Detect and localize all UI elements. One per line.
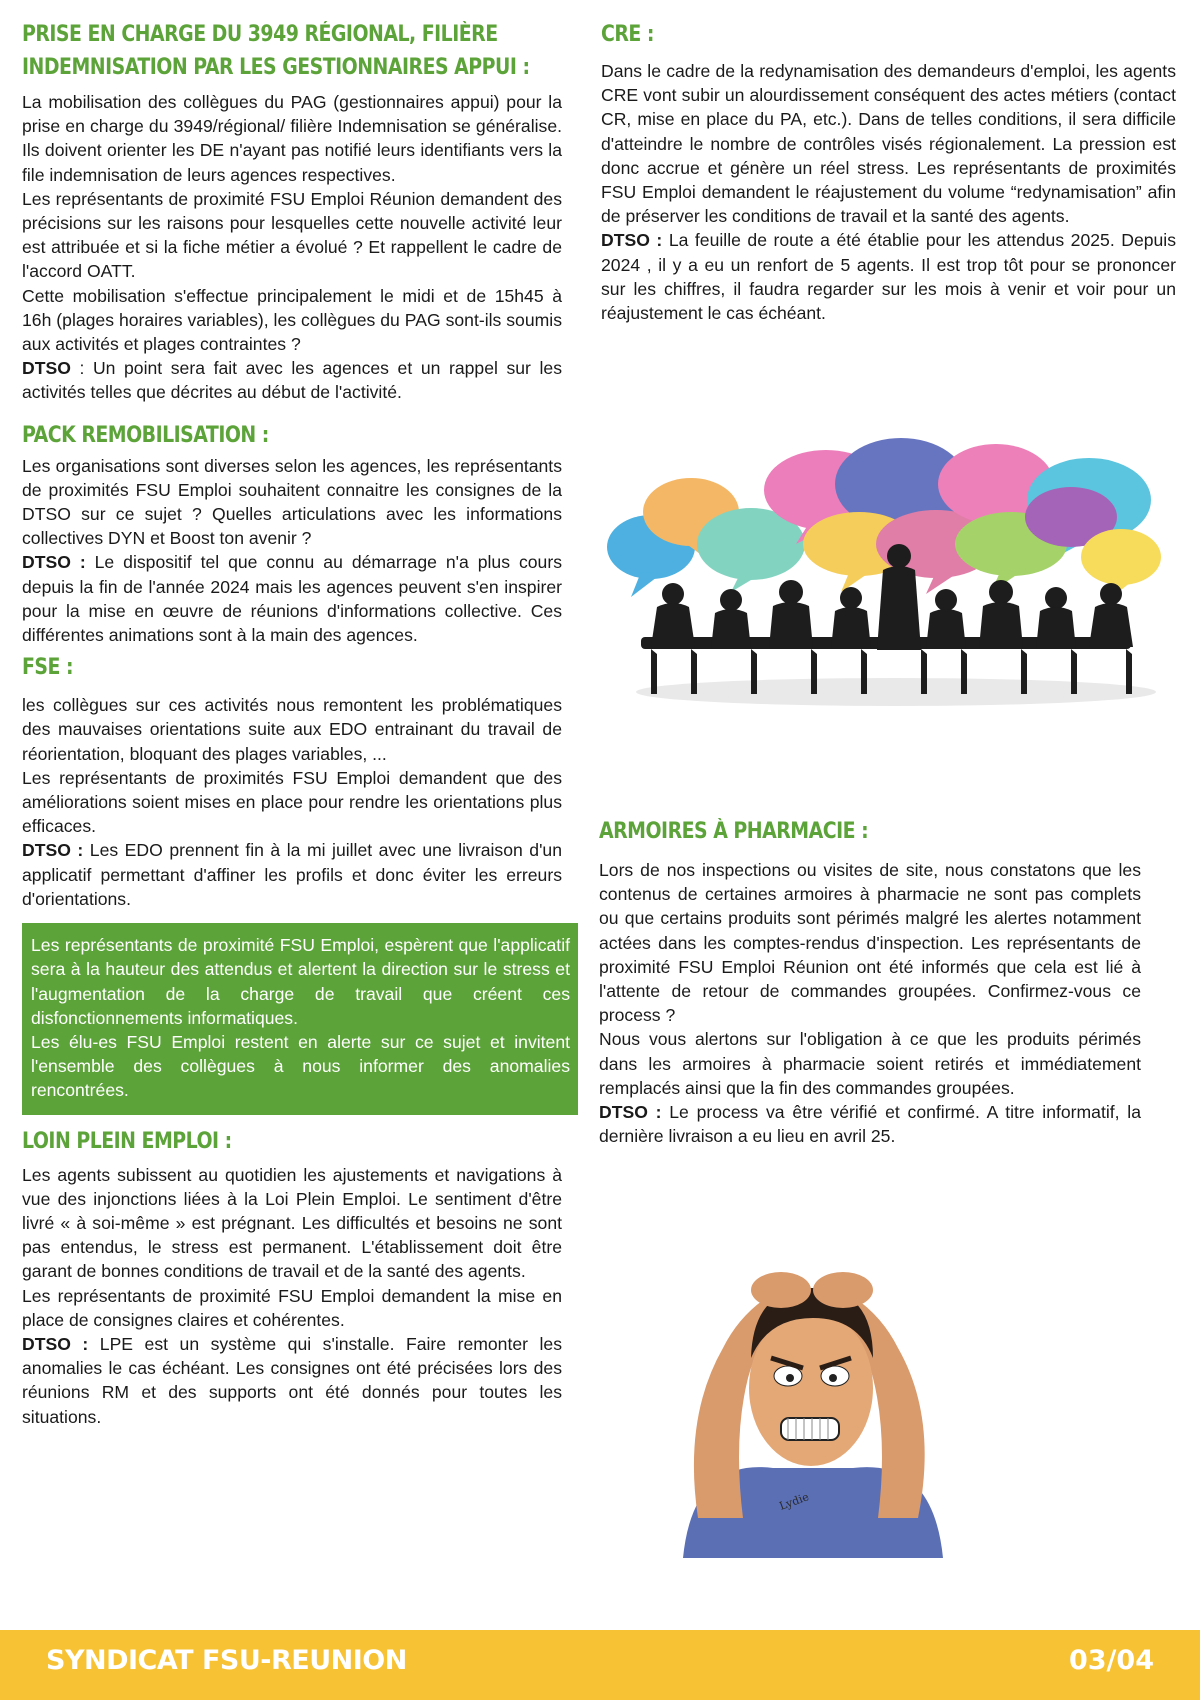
- right-column: [601, 18, 1176, 325]
- section-title: PRISE EN CHARGE DU 3949 RÉGIONAL, FILIÈRE: [22, 22, 498, 47]
- section-title: INDEMNISATION PAR LES GESTIONNAIRES APPUI :: [22, 55, 530, 80]
- paragraph: Les représentants de proximité FSU Emploi Réunion demandent des précisions sur les raisons pour lesquelles cette nouvelle activité leur est attribuée et si la fiche métier a évolué ? Et rappellent le cadre de l'accord OATT.: [22, 188, 562, 282]
- dtso-reply: [22, 838, 562, 911]
- dtso-label: DTSO: [22, 358, 71, 379]
- footer-bar: [0, 1630, 1200, 1700]
- dtso-reply: [22, 1332, 562, 1429]
- paragraph: Nous vous alertons sur l'obligation à ce que les produits périmés dans les armoires à pharmacie soient retirés et immédiatement remplacés ainsi que la fin des commandes groupées.: [599, 1029, 1141, 1098]
- signature: Lydie: [777, 1490, 811, 1513]
- page-number: 03/04: [1068, 1645, 1154, 1676]
- dtso-text: Le dispositif tel que connu au démarrage n'a plus cours depuis la fin de l'année 2024 mais les agences peuvent s'en inspirer pour la mise en œuvre de réunions d'informations collective. Ces différentes animations sont à la main des agences.: [22, 552, 562, 646]
- dtso-reply: [22, 550, 562, 647]
- dtso-reply: [599, 1100, 1141, 1148]
- paragraph: Les organisations sont diverses selon les agences, les représentants de proximités FSU Emploi souhaitent connaitre les consignes de la DTSO sur ce sujet ? Quelles articulations avec les informations collectives DYN et Boost ton avenir ?: [22, 455, 562, 549]
- paragraph: La mobilisation des collègues du PAG (gestionnaires appui) pour la prise en charge du 3949/régional/ filière Indemnisation se généralise. Ils doivent orienter les DE n'ayant pas notifié leurs identifiants vers la file indemnisation de leurs agences respectives.: [22, 92, 562, 185]
- paragraph: Les agents subissent au quotidien les ajustements et navigations à vue des injonctions liées à la Loi Plein Emploi. Le sentiment d'être livré « à soi-même » est prégnant. Les difficultés et besoins ne sont pas entendus, le stress est permanent. L'établissement doit être garant de bonnes conditions de travail et de la santé des agents.: [22, 1164, 562, 1282]
- dtso-label: DTSO :: [22, 552, 86, 573]
- paragraph: Les représentants de proximité FSU Emploi demandent la mise en place de consignes claires et cohérentes.: [22, 1285, 562, 1330]
- alert-paragraph: Les élu-es FSU Emploi restent en alerte sur ce sujet et invitent l'ensemble des collègues à nous informer des anomalies rencontrées.: [31, 1031, 570, 1101]
- paragraph: Lors de nos inspections ou visites de site, nous constatons que les contenus de certaines armoires à pharmacie ne sont pas complets ou que certains produits sont périmés malgré les alertes notamment actées dans les comptes-rendus d'inspection. Les représentants de proximité FSU Emploi Réunion ont été informés que cela est lié à l'attente de retour de commandes groupées. Confirmez-vous ce process ?: [599, 860, 1141, 1026]
- section-title: FSE :: [22, 655, 74, 681]
- section-title: PACK REMOBILISATION :: [22, 422, 269, 448]
- dtso-text: Les EDO prennent fin à la mi juillet avec une livraison d'un applicatif permettant d'affiner les profils et donc éviter les erreurs d'orientations.: [22, 840, 562, 909]
- dtso-label: DTSO :: [601, 230, 663, 251]
- stressed-man-illustration: [663, 1218, 953, 1558]
- dtso-text: La feuille de route a été établie pour les attendus 2025. Depuis 2024 , il y a eu un renfort de 5 agents. Il est trop tôt pour se prononcer sur les chiffres, il faudra regarder sur les mois à venir et voir pour un réajustement le cas échéant.: [601, 230, 1177, 324]
- section-title: LOIN PLEIN EMPLOI :: [22, 1128, 232, 1154]
- section-pack-remobilisation: [22, 419, 562, 648]
- section-fse: [22, 651, 562, 911]
- paragraph: Cette mobilisation s'effectue principalement le midi et de 15h45 à 16h (plages horaires variables), les collègues du PAG sont-ils soumis aux activités et plages contraintes ?: [22, 285, 562, 355]
- section-cre: [601, 18, 1176, 325]
- dtso-text: Le process va être vérifié et confirmé. A titre informatif, la dernière livraison a eu lieu en avril 25.: [599, 1102, 1141, 1147]
- alert-paragraph: Les représentants de proximité FSU Emploi, espèrent que l'applicatif sera à la hauteur des attendus et alertent la direction sur le stress et l'augmentation de la charge de travail que créent ces disfonctionnements informatiques.: [31, 935, 570, 1028]
- paragraph: Dans le cadre de la redynamisation des demandeurs d'emploi, les agents CRE vont subir un alourdissement conséquent des actes métiers (contact CR, mise en place du PA, etc.). Dans de telles conditions, il sera difficile d'atteindre le nombre de contrôles visés régionalement. La pression est donc accrue et génère un réel stress. Les représentants de proximités FSU Emploi demandent le réajustement du volume “redynamisation” afin de préserver les conditions de travail et la santé des agents.: [601, 61, 1176, 227]
- section-title: CRE :: [601, 22, 654, 47]
- section-armoires-pharmacie: [599, 815, 1141, 1148]
- dtso-reply: [22, 356, 562, 404]
- dtso-label: DTSO :: [22, 840, 84, 861]
- meeting-speech-bubbles-illustration: [601, 432, 1176, 727]
- paragraph: les collègues sur ces activités nous remontent les problématiques des mauvaises orientations suite aux EDO entrainant du travail de réorientation, bloquant des plages variables, ...: [22, 695, 562, 764]
- paragraph: Les représentants de proximités FSU Emploi demandent que des améliorations soient mises en place pour rendre les orientations plus efficaces.: [22, 767, 562, 837]
- left-column: [22, 18, 570, 1429]
- section-loi-plein-emploi: [22, 1125, 562, 1429]
- dtso-text: LPE est un système qui s'installe. Faire remonter les anomalies le cas échéant. Les consignes ont été précisées lors des réunions RM et des supports ont été donnés pour toutes les situations.: [22, 1333, 563, 1427]
- section-title: ARMOIRES À PHARMACIE :: [599, 819, 869, 844]
- section-3949: [22, 18, 562, 405]
- dtso-label: DTSO :: [599, 1102, 662, 1123]
- alert-box: [22, 923, 578, 1114]
- dtso-reply: [601, 228, 1176, 325]
- dtso-text: : Un point sera fait avec les agences et un rappel sur les activités telles que décrites au début de l'activité.: [22, 358, 562, 403]
- dtso-label: DTSO :: [22, 1333, 89, 1354]
- footer-organization: SYNDICAT FSU-REUNION: [46, 1645, 407, 1676]
